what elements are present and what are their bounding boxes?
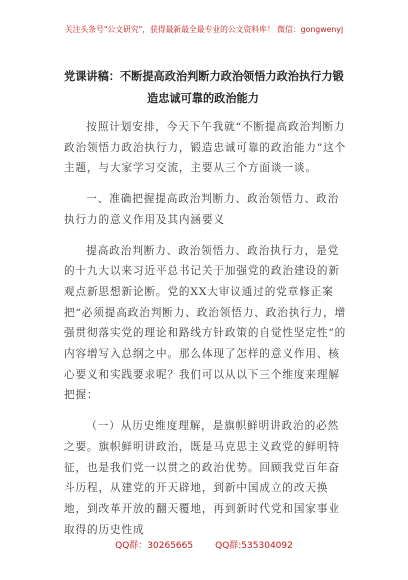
paragraph-section-1: 提高政治判断力、政治领悟力、政治执行力，是党的十九大以来习近平总书记关于加强党的政治建设的新观点新思想新论断。党的XX大审议通过的党章修正案把“必须提高政治判断力、政治领悟力、政治执行力，增强贯彻落实党的理论和路线方针政策的自觉性坚定性”的内容增写入总纲之中。那么体现了怎样的意义作用、核心要义和实践要求呢？我们可以从以下三个维度来理解把握：	[64, 244, 347, 402]
section-heading-1: 一、准确把握提高政治判断力、政治领悟力、政治执行力的意义作用及其内涵要义	[64, 193, 340, 226]
document-body	[64, 117, 350, 540]
header-promo-note: 关注头条号"公文研究"，获得最新最全最专业的公文资料库！ 微信：gongwenyj	[64, 25, 344, 34]
footer-qq-group-2: QQ群:535304092	[215, 541, 293, 551]
paragraph-subsection-1: （一）从历史维度理解，是旗帜鲜明讲政治的必然之要。旗帜鲜明讲政治，既是马克思主义政党的鲜明特征，也是我们党一以贯之的政治优势。回顾我党百年奋斗历程，从建党的开天辟地，到新中国成立的改天换地，到改革开放的翻天覆地，再到新时代党和国家事业取得的历史性成	[64, 420, 340, 536]
paragraph-intro: 按照计划安排，今天下午我就“不断提高政治判断力政治领悟力政治执行力，锻造忠诚可靠的政治能力”这个主题，与大家学习交流，主要从三个方面谈一谈。	[64, 121, 347, 175]
footer-contact	[0, 538, 408, 551]
title-line-1: 党课讲稿：不断提高政治判断力政治领悟力政治执行力锻	[64, 69, 344, 83]
document-title	[64, 65, 354, 109]
title-line-2: 造忠诚可靠的政治能力	[147, 91, 259, 105]
footer-qq-group-1: QQ群：30265665	[115, 541, 194, 551]
